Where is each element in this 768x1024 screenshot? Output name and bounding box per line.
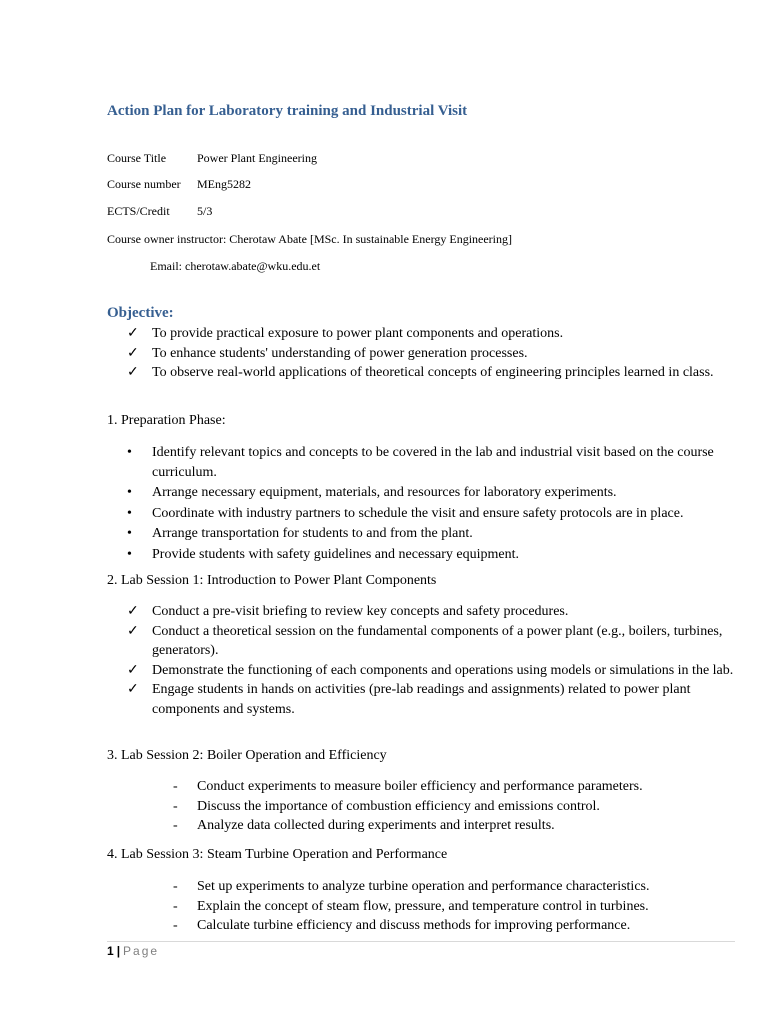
list-item: - Explain the concept of steam flow, pressure, and temperature control in turbines. <box>173 897 733 917</box>
list-item: - Set up experiments to analyze turbine operation and performance characteristics. <box>173 877 733 897</box>
list-item: • Arrange transportation for students to and from the plant. <box>127 524 737 544</box>
lab-session-1-list <box>127 602 737 719</box>
dash-icon: - <box>173 898 178 914</box>
checkmark-icon: ✓ <box>127 326 139 341</box>
bullet-icon: • <box>127 485 132 500</box>
section-heading-lab-session-2: 3. Lab Session 2: Boiler Operation and Efficiency <box>107 748 387 763</box>
page-word: Page <box>123 944 160 958</box>
checkmark-icon: ✓ <box>127 662 139 678</box>
list-item: • Provide students with safety guidelines and necessary equipment. <box>127 545 737 565</box>
checkmark-icon: ✓ <box>127 682 139 697</box>
course-number-label: Course number <box>107 177 181 191</box>
list-item: ✓ Conduct a theoretical session on the fundamental components of a power plant (e.g., boilers, turbines, generators). <box>127 623 723 658</box>
dash-icon: - <box>173 818 178 833</box>
checkmark-icon: ✓ <box>127 604 139 619</box>
document-title: Action Plan for Laboratory training and Industrial Visit <box>107 103 468 119</box>
list-item: - Conduct experiments to measure boiler efficiency and performance parameters. <box>173 777 733 797</box>
list-item: ✓ Engage students in hands on activities (pre-lab readings and assignments) related to power plant components and systems. <box>127 682 691 717</box>
list-item: ✓ Demonstrate the functioning of each components and operations using models or simulations in the lab. <box>127 661 737 681</box>
course-number-row <box>107 177 251 192</box>
dash-icon: - <box>173 879 178 894</box>
objective-heading: Objective: <box>107 305 174 321</box>
course-title-label: Course Title <box>107 151 167 165</box>
checkmark-icon: ✓ <box>127 365 139 380</box>
section-heading-lab-session-1: 2. Lab Session 1: Introduction to Power Plant Components <box>107 573 437 588</box>
list-item: - Analyze data collected during experiments and interpret results. <box>173 816 733 836</box>
list-item: ✓ To observe real-world applications of theoretical concepts of engineering principles learned in class. <box>127 363 737 383</box>
page-footer <box>107 944 159 958</box>
checkmark-icon: ✓ <box>127 623 139 639</box>
lab-session-2-list <box>173 777 733 836</box>
ects-credit-value: 5/3 <box>197 204 213 218</box>
lab-session-3-list <box>173 877 733 936</box>
bullet-icon: • <box>127 505 132 521</box>
bullet-icon: • <box>127 526 132 541</box>
bullet-icon: • <box>127 445 132 460</box>
list-item: • Arrange necessary equipment, materials, and resources for laboratory experiments. <box>127 483 737 503</box>
list-item: - Calculate turbine efficiency and discuss methods for improving performance. <box>173 916 733 936</box>
ects-credit-row <box>107 204 212 219</box>
list-item: - Discuss the importance of combustion efficiency and emissions control. <box>173 797 733 817</box>
dash-icon: - <box>173 798 178 814</box>
footer-separator: | <box>116 944 121 958</box>
section-heading-preparation: 1. Preparation Phase: <box>107 413 226 428</box>
dash-icon: - <box>173 918 178 933</box>
list-item: ✓ Conduct a pre-visit briefing to review key concepts and safety procedures. <box>127 602 737 622</box>
ects-credit-label: ECTS/Credit <box>107 204 170 218</box>
instructor-line: Course owner instructor: Cherotaw Abate [MSc. In sustainable Energy Engineering] <box>107 232 513 246</box>
objective-list <box>127 324 737 383</box>
list-item: • Identify relevant topics and concepts to be covered in the lab and industrial visit based on the course curriculum. <box>127 445 714 480</box>
list-item: • Coordinate with industry partners to schedule the visit and ensure safety protocols are in place. <box>127 504 737 524</box>
instructor-email: Email: cherotaw.abate@wku.edu.et <box>150 259 321 273</box>
checkmark-icon: ✓ <box>127 345 139 361</box>
dash-icon: - <box>173 779 178 794</box>
preparation-list <box>127 443 737 565</box>
course-number-value: MEng5282 <box>197 177 251 191</box>
section-heading-lab-session-3: 4. Lab Session 3: Steam Turbine Operation and Performance <box>107 847 448 862</box>
footer-divider <box>107 941 735 942</box>
course-title-row <box>107 151 317 166</box>
list-item: ✓ To enhance students' understanding of power generation processes. <box>127 344 737 364</box>
bullet-icon: • <box>127 546 132 562</box>
page-number: 1 <box>107 944 114 958</box>
list-item: ✓ To provide practical exposure to power plant components and operations. <box>127 324 737 344</box>
course-title-value: Power Plant Engineering <box>197 151 317 165</box>
